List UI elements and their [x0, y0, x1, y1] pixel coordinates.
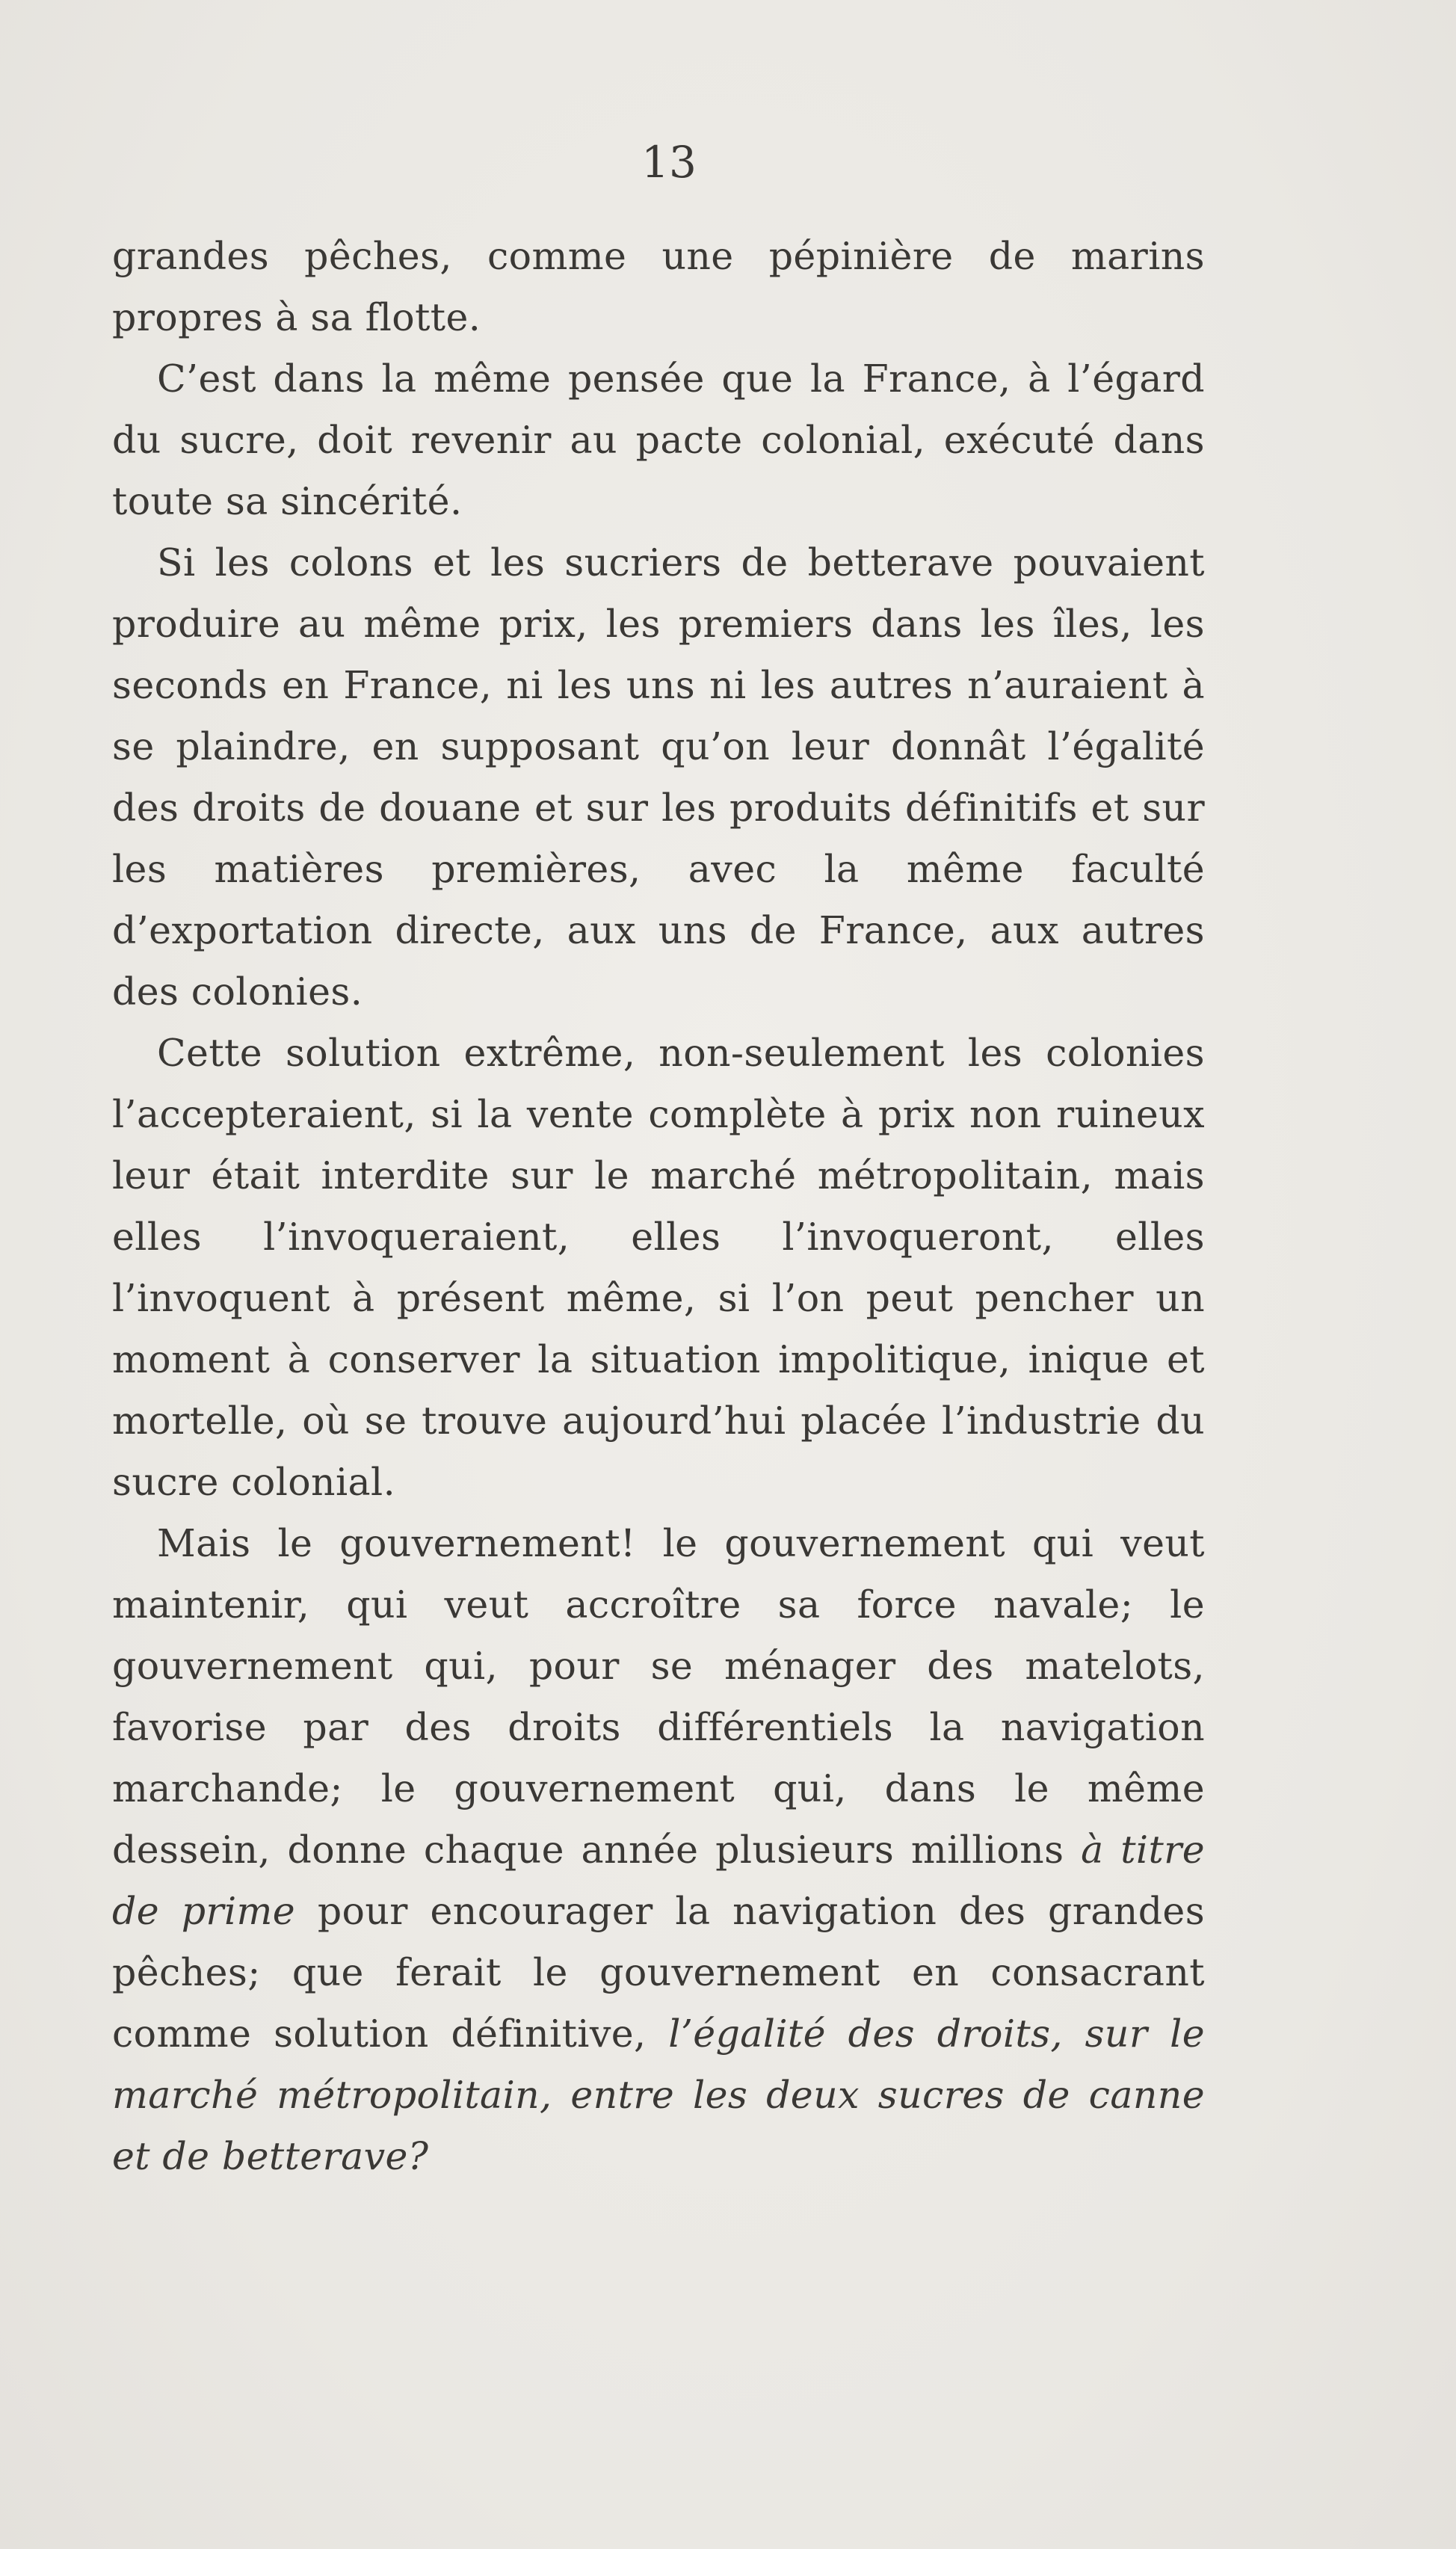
paragraph-5-text-b: pour encourager la navigation des grandes pêches; que ferait le gouvernement en consacrant comme solution définitive, [112, 1889, 1206, 2056]
paragraph-5-italic-a: à titre de prime [112, 1828, 1205, 1933]
page-number: 13 [641, 137, 697, 188]
paragraph-3: Si les colons et les sucriers de betterave pouvaient produire au même prix, les premiers dans les îles, les seconds en France, ni les uns ni les autres n’auraient à se plaindre, en supposant qu’on leur donnât l’égalité des droits de douane et sur les produits définitifs et sur les matières premières, avec la même faculté d’exportation directe, aux uns de France, aux autres des colonies. [112, 540, 1205, 1014]
paragraph-5-italic-b: l’égalité des droits, sur le marché métropolitain, entre les deux sucres de canne et de betterave? [112, 2012, 1206, 2178]
paragraph-4: Cette solution extrême, non-seulement les colonies l’accepteraient, si la vente complète à prix non ruineux leur était interdite sur le marché métropolitain, mais elles l’invoqueraient, elles l’invoqueront, elles l’invoquent à présent même, si l’on peut pencher un moment à conserver la situation impolitique, inique et mortelle, où se trouve aujourd’hui placée l’industrie du sucre colonial. [112, 1031, 1205, 1504]
paragraph-1: grandes pêches, comme une pépinière de marins propres à sa flotte. [112, 234, 1205, 339]
body-text [112, 226, 1205, 2187]
paragraph-5 [112, 1513, 1205, 2187]
paragraph-5-text-a: Mais le gouvernement! le gouvernement qui veut maintenir, qui veut accroître sa force navale; le gouvernement qui, pour se ménager des matelots, favorise par des droits différentiels la navigation marchande; le gouvernement qui, dans le même dessein, donne chaque année plusieurs millions [112, 1521, 1205, 1872]
paragraph-2: C’est dans la même pensée que la France, à l’égard du sucre, doit revenir au pacte colonial, exécuté dans toute sa sincérité. [112, 357, 1205, 523]
